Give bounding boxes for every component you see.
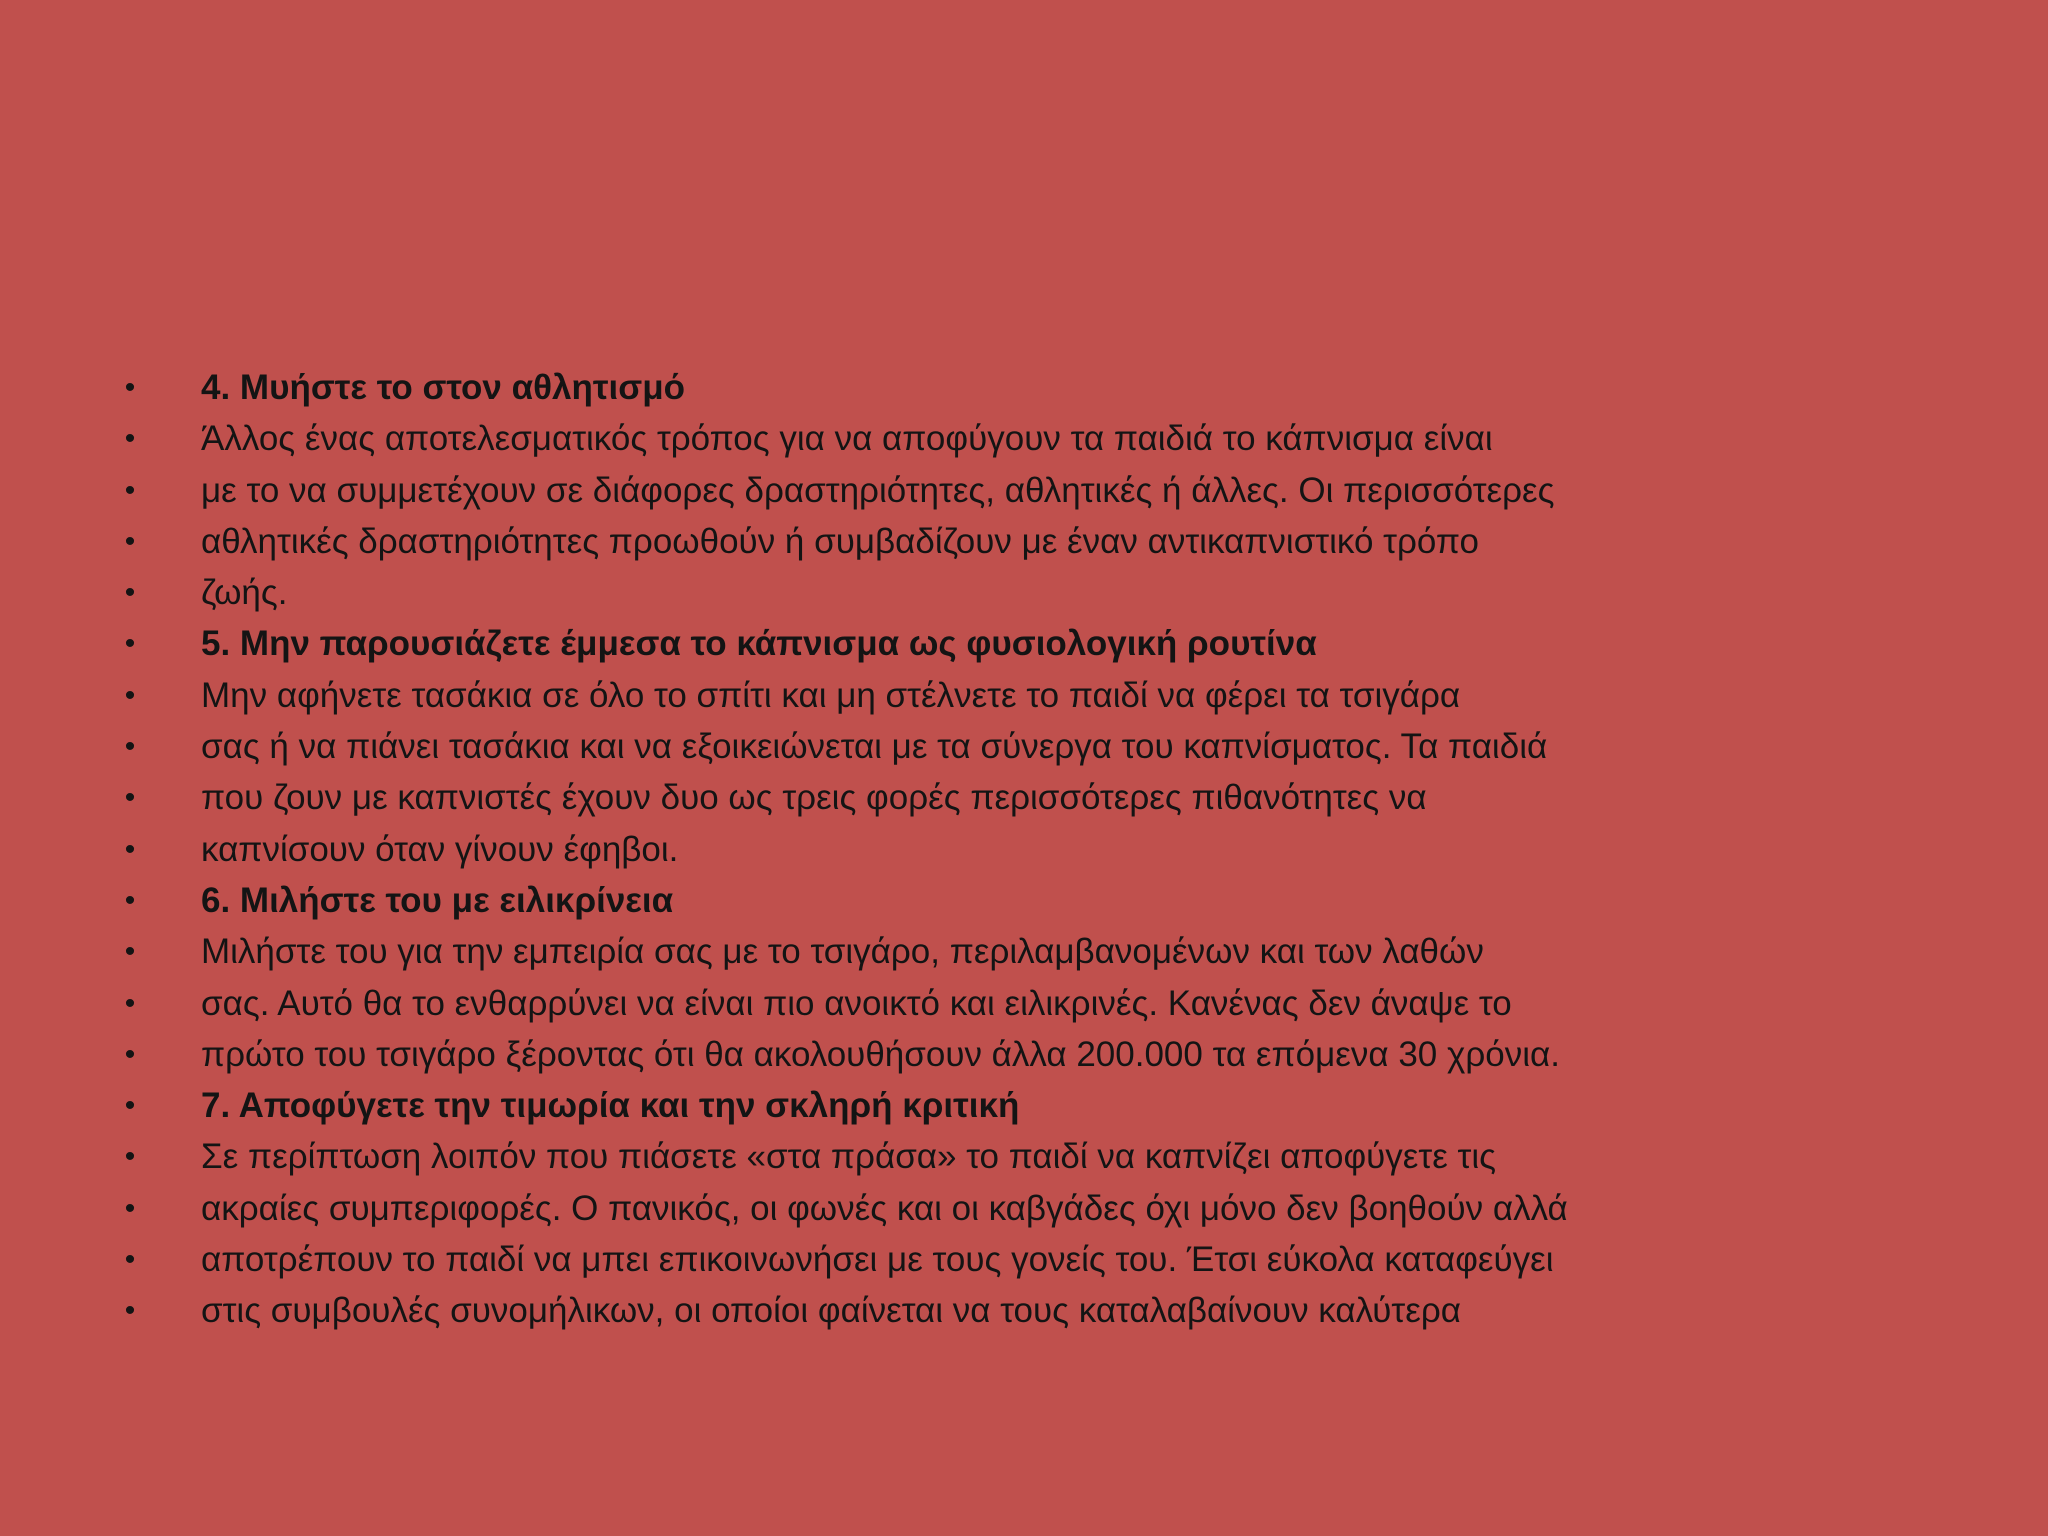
bullet-icon: • (124, 576, 136, 610)
line-text: Μιλήστε του για την εμπειρία σας με το τσιγάρο, περιλαμβανομένων και των λαθών (201, 932, 1484, 972)
body-text-line (120, 926, 1980, 977)
bullet-icon: • (124, 1037, 136, 1071)
bullet-icon: • (124, 1294, 136, 1328)
body-text-line (120, 1234, 1980, 1285)
line-text: αθλητικές δραστηριότητες προωθούν ή συμβαδίζουν με έναν αντικαπνιστικό τρόπο (201, 521, 1479, 561)
bullet-icon: • (124, 781, 136, 815)
bullet-icon: • (124, 422, 136, 456)
body-text-line (120, 721, 1980, 772)
body-text-line (120, 413, 1980, 464)
body-text-line (120, 772, 1980, 823)
line-text: στις συμβουλές συνομήλικων, οι οποίοι φαίνεται να τους καταλαβαίνουν καλύτερα (201, 1291, 1461, 1331)
body-text-line (120, 516, 1980, 567)
line-text: 5. Μην παρουσιάζετε έμμεσα το κάπνισμα ως φυσιολογική ρουτίνα (201, 624, 1317, 664)
bullet-icon: • (124, 730, 136, 764)
body-text-line (120, 1029, 1980, 1080)
line-text: σας ή να πιάνει τασάκια και να εξοικειώνεται με τα σύνεργα του καπνίσματος. Τα παιδιά (201, 727, 1548, 767)
bullet-list (120, 362, 1980, 1337)
line-text: Μην αφήνετε τασάκια σε όλο το σπίτι και μη στέλνετε το παιδί να φέρει τα τσιγάρα (201, 675, 1461, 715)
bullet-icon: • (124, 473, 136, 507)
body-text-line (120, 824, 1980, 875)
line-text: με το να συμμετέχουν σε διάφορες δραστηριότητες, αθλητικές ή άλλες. Οι περισσότερες (201, 470, 1555, 510)
body-text-line (120, 1183, 1980, 1234)
line-text: αποτρέπουν το παιδί να μπει επικοινωνήσει με τους γονείς του. Έτσι εύκολα καταφεύγει (201, 1240, 1554, 1280)
body-text-line (120, 978, 1980, 1029)
line-text: ζωής. (201, 573, 288, 613)
section-heading-line (120, 618, 1980, 669)
line-text: ακραίες συμπεριφορές. Ο πανικός, οι φωνές και οι καβγάδες όχι μόνο δεν βοηθούν αλλά (201, 1188, 1568, 1228)
section-heading-line (120, 875, 1980, 926)
bullet-icon: • (124, 371, 136, 404)
bullet-icon: • (124, 627, 136, 661)
line-text: 6. Μιλήστε του με ειλικρίνεια (201, 880, 674, 920)
line-text: Άλλος ένας αποτελεσματικός τρόπος για να αποφύγουν τα παιδιά το κάπνισμα είναι (201, 419, 1493, 459)
section-heading-line (120, 362, 1980, 413)
bullet-icon: • (124, 524, 136, 558)
line-text: καπνίσουν όταν γίνουν έφηβοι. (201, 829, 679, 869)
body-text-line (120, 1285, 1980, 1336)
line-text: Σε περίπτωση λοιπόν που πιάσετε «στα πράσα» το παιδί να καπνίζει αποφύγετε τις (201, 1137, 1497, 1177)
bullet-icon: • (124, 1243, 136, 1277)
line-text: σας. Αυτό θα το ενθαρρύνει να είναι πιο ανοικτό και ειλικρινές. Κανένας δεν άναψε το (201, 983, 1512, 1023)
line-text: 4. Μυήστε το στον αθλητισμό (201, 368, 685, 407)
line-text: πρώτο του τσιγάρο ξέροντας ότι θα ακολουθήσουν άλλα 200.000 τα επόμενα 30 χρόνια. (201, 1034, 1560, 1074)
bullet-icon: • (124, 1089, 136, 1123)
bullet-icon: • (124, 678, 136, 712)
bullet-icon: • (124, 883, 136, 917)
body-text-line (120, 670, 1980, 721)
bullet-icon: • (124, 935, 136, 969)
body-text-line (120, 567, 1980, 618)
line-text: που ζουν με καπνιστές έχουν δυο ως τρεις φορές περισσότερες πιθανότητες να (201, 778, 1427, 818)
bullet-icon: • (124, 832, 136, 866)
body-text-line (120, 465, 1980, 516)
line-text: 7. Αποφύγετε την τιμωρία και την σκληρή κριτική (201, 1086, 1020, 1126)
bullet-icon: • (124, 1140, 136, 1174)
section-heading-line (120, 1080, 1980, 1131)
bullet-icon: • (124, 1191, 136, 1225)
bullet-icon: • (124, 986, 136, 1020)
body-text-line (120, 1131, 1980, 1182)
